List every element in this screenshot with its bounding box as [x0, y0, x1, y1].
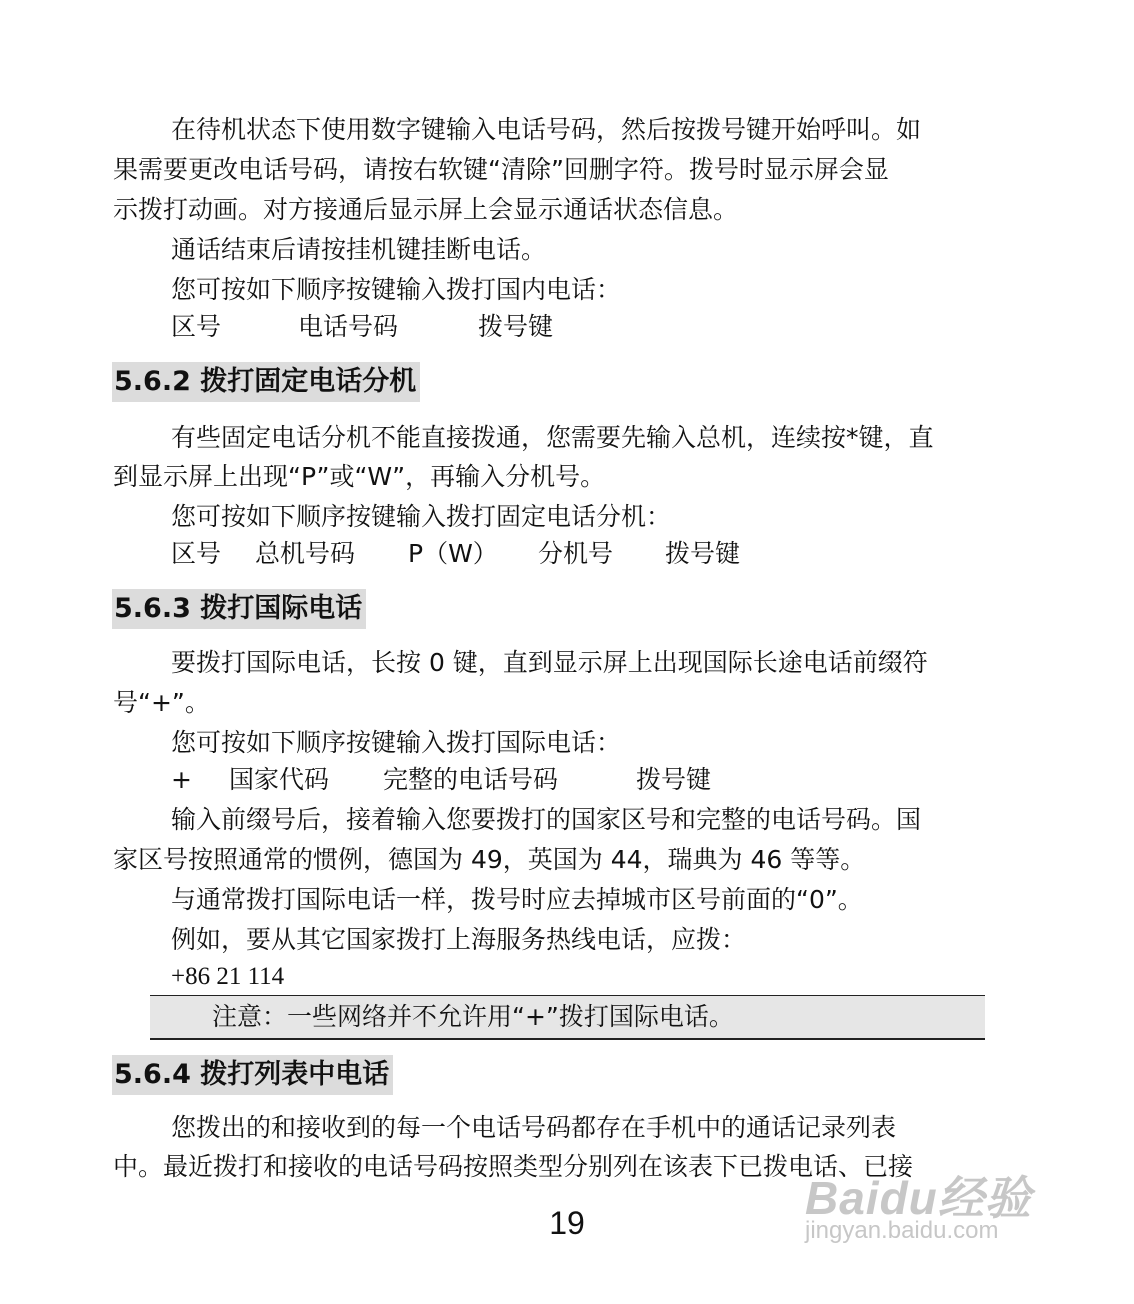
paragraph-line: 果需要更改电话号码，请按右软键“清除”回删字符。拨号时显示屏会显 — [113, 155, 889, 184]
paragraph-line: 到显示屏上出现“P”或“W”，再输入分机号。 — [113, 462, 606, 491]
paragraph-line: 输入前缀号后，接着输入您要拨打的国家区号和完整的电话号码。国 — [171, 805, 922, 834]
watermark — [805, 1162, 1032, 1244]
note-text: 注意：一些网络并不允许用“+”拨打国际电话。 — [212, 1002, 734, 1031]
sequence-step: 拨号键 — [478, 312, 554, 341]
key-sequence — [0, 312, 1134, 342]
paragraph-line: 在待机状态下使用数字键输入电话号码，然后按拨号键开始呼叫。如 — [171, 115, 922, 144]
page-number: 19 — [549, 1205, 585, 1241]
sequence-step: P（W） — [408, 539, 498, 568]
sequence-step: 拨号键 — [636, 765, 712, 794]
sequence-step: 拨号键 — [665, 539, 741, 568]
paragraph-line: 您拨出的和接收到的每一个电话号码都存在手机中的通话记录列表 — [171, 1113, 897, 1142]
sequence-step: 区号 — [171, 312, 222, 341]
paragraph-line: 通话结束后请按挂机键挂断电话。 — [171, 235, 547, 264]
paragraph-line: 家区号按照通常的惯例，德国为 49，英国为 44，瑞典为 46 等等。 — [113, 845, 866, 874]
paragraph-line: 您可按如下顺序按键输入拨打国际电话： — [171, 728, 622, 757]
sequence-step: 电话号码 — [298, 312, 399, 341]
dial-example: +86 21 114 — [171, 963, 285, 990]
paragraph-line: 示拨打动画。对方接通后显示屏上会显示通话状态信息。 — [113, 195, 739, 224]
key-sequence — [0, 765, 1134, 795]
paragraph-line: 要拨打国际电话，长按 0 键，直到显示屏上出现国际长途电话前缀符 — [171, 648, 928, 677]
sequence-step: 国家代码 — [229, 765, 330, 794]
sequence-step: 区号 — [171, 539, 222, 568]
paragraph-line: 您可按如下顺序按键输入拨打国内电话： — [171, 275, 622, 304]
key-sequence — [0, 539, 1134, 569]
note-box — [150, 995, 985, 1040]
paragraph-line: 您可按如下顺序按键输入拨打固定电话分机： — [171, 502, 672, 531]
paragraph-line: 号“+”。 — [113, 688, 210, 717]
section-heading: 5.6.4 拨打列表中电话 — [112, 1055, 393, 1095]
sequence-step: 总机号码 — [255, 539, 356, 568]
paragraph-line: 有些固定电话分机不能直接拨通，您需要先输入总机，连续按*键，直 — [171, 423, 934, 452]
sequence-step: 完整的电话号码 — [383, 765, 559, 794]
paragraph-line: 中。最近拨打和接收的电话号码按照类型分别列在该表下已拨电话、已接 — [113, 1152, 914, 1181]
section-heading: 5.6.2 拨打固定电话分机 — [112, 362, 420, 402]
paragraph-line: 例如，要从其它国家拨打上海服务热线电话，应拨： — [171, 925, 747, 954]
section-heading: 5.6.3 拨打国际电话 — [112, 589, 366, 629]
watermark-url: jingyan.baidu.com — [805, 1217, 999, 1244]
sequence-step: 分机号 — [538, 539, 614, 568]
sequence-step: + — [171, 765, 192, 794]
watermark-brand: Baidu经验 — [805, 1172, 1032, 1224]
paragraph-line: 与通常拨打国际电话一样，拨号时应去掉城市区号前面的“0”。 — [171, 885, 863, 914]
